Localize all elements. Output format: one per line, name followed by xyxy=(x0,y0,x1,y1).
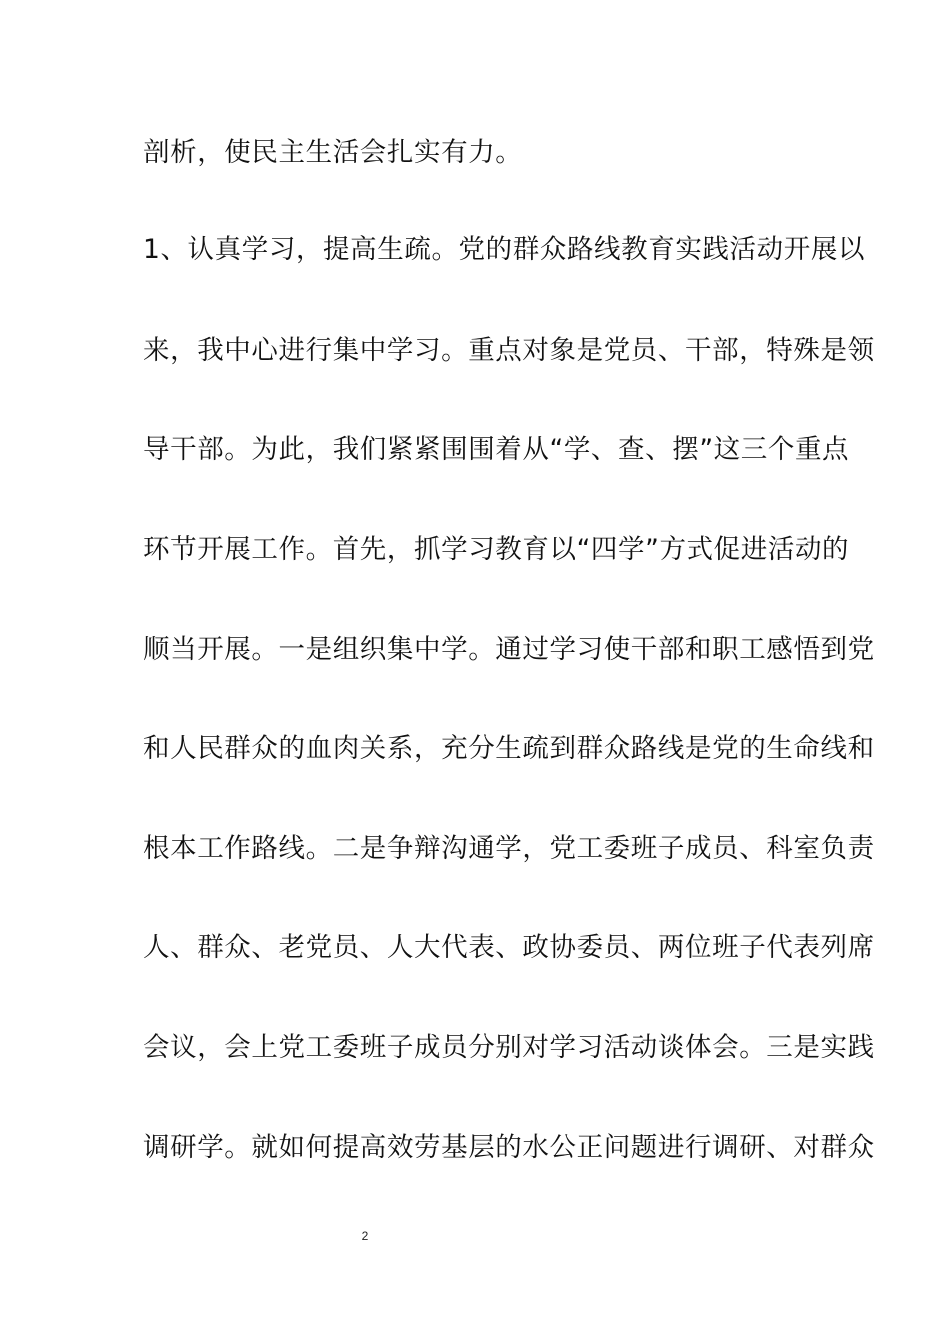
text-line: 导干部。为此，我们紧紧围围着从“学、查、摆”这三个重点 xyxy=(143,434,850,465)
text-line: 会议，会上党工委班子成员分别对学习活动谈体会。三是实践 xyxy=(143,1032,875,1063)
text-line: 顺当开展。一是组织集中学。通过学习使干部和职工感悟到党 xyxy=(143,634,875,665)
text-line: 根本工作路线。二是争辩沟通学，党工委班子成员、科室负责 xyxy=(143,833,875,864)
text-line: 调研学。就如何提高效劳基层的水公正问题进行调研、对群众 xyxy=(143,1132,875,1163)
text-line: 来，我中心进行集中学习。重点对象是党员、干部，特殊是领 xyxy=(143,335,875,366)
text-line: 1、认真学习，提高生疏。党的群众路线教育实践活动开展以 xyxy=(143,234,866,265)
text-line: 剖析，使民主生活会扎实有力。 xyxy=(143,137,523,168)
text-line: 环节开展工作。首先，抓学习教育以“四学”方式促进活动的 xyxy=(143,534,850,565)
page-number: 2 xyxy=(361,1229,369,1243)
text-line: 和人民群众的血肉关系，充分生疏到群众路线是党的生命线和 xyxy=(143,733,875,764)
text-line: 人、群众、老党员、人大代表、政协委员、两位班子代表列席 xyxy=(143,932,875,963)
